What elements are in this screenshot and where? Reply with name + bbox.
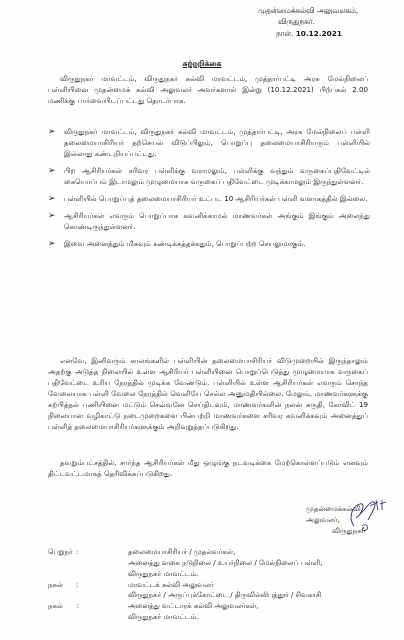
copy-lines: அனைத்து வட்டாரக் கல்வி அலுவலர்கள், விருதுநகர் மாவட்டம். [128,602,259,622]
copy-label: நகல் [48,580,63,589]
list-item-text: பள்ளியில் பொறுப்புத் தலைமையாசிரியர் உட்பட 10 ஆசிரியர்கள் பள்ளி வளாகத்தில் இல்லை. [64,193,368,203]
signature-block [306,504,396,537]
recipient-lines: தலைமையாசிரியர் / முதல்வர்கள், அனைத்து வகை நடுநிலை / உயர்நிலை / மேல்நிலைப் பள்ளி, விருதுநகர் மாவட்டம். [128,548,323,578]
list-item-text: விருதுநகர் மாவட்டம், விருதுநகர் கல்வி மாவட்டம், முத்தார்பட்டி, அரசு மேல்நிலைப் பள்ளி தலைமையாசிரியர் தற்செயல் விடுப்பிலும், பொறுப்பு தலைமையாசிரியரும் பள்ளியில் இல்லாது கண்டறியப்பட்டது. [64,127,370,158]
list-item [48,166,370,188]
body-paragraph: எனவே, இனிவரும் காலங்களில் பள்ளியின் தலைமையாசிரியர் விடுமுறையில் இருந்தாலும் அதற்கு அடுத்த நிலையில் உள்ள ஆசிரியர் பள்ளியினை பொறுப்பெடுத்து முழுமையாக வருகைப் பதிவேட்டை உரிய நேரத்தில் முடிக்க வேண்டும். பள்ளியில் உள்ள ஆசிரியர்கள் எவரும் சொந்த வேலையாக பள்ளி வேலை நேரத்தில் வெளியே செல்ல அனுமதியில்லை. மேலும், மாணவர்களுக்கு கற்பித்தல் பணியினை மட்டும் செவ்வனே செய்திடவும், மாணவர்களின் நலன் கருதி, கோவிட் 19 நிலையான வழிகாட்டு நடைமுறைகளை பின்பற்றி மாணவர்களை சரிவர கவனிக்கவும் அனைத்துப் பள்ளித் தலைமையாசிரியர்களுக்கும் அறிவுறுத்தப்படுகிறது. [48,356,368,431]
list-item-text: பிற ஆசிரியர்கள் சரிவர பள்ளிக்கு வராமலும், பள்ளிக்கு வந்தும் வருகைப்பதிவேட்டில் கையொப்பம் இடாமலும் முழுமையாக வருகைப் பதிவேட்டை முடிக்காமலும் இருந்துள்ளனர். [64,165,370,186]
distribution-row: நகல் : மாவட்டக் கல்வி அலுவலர் விருதுநகர் / அருப்புக்கோட்டை / திருவில்லிபுத்தூர் / சிவகாசி [48,580,398,602]
date-value: 10.12.2021 [295,28,342,38]
signatory-office: முதன்மைக்கல்வி அலுவலர், [306,504,361,524]
list-item-text: இவை அனைத்தும் மிகவும் கண்டிக்கத்தக்கதும், பொறுப்பற்ற செயலுமாகும். [64,238,306,248]
copy-label: நகல் [48,602,63,611]
arrow-bullet-icon: ➢ [48,127,56,137]
arrow-bullet-icon: ➢ [48,193,56,204]
copy-lines: மாவட்டக் கல்வி அலுவலர் விருதுநகர் / அருப்புக்கோட்டை / திருவில்லிபுத்தூர் / சிவகாசி [128,580,322,600]
list-item [48,239,370,250]
office-name: முதன்மைக்கல்வி அலுவலகம், [258,6,359,15]
date-line [258,28,398,39]
closing-paragraph: தவறும்பட்சத்தில், சார்ந்த ஆசிரியர்கள் மீது ஒழுங்கு நடவடிக்கை மேற்கொள்ளப்படும் எனவும் திட்டவட்டமாகத் தெரிவிக்கப்படுகிறது. [48,458,368,478]
list-item [48,194,370,205]
distribution-list [48,547,398,623]
distribution-row: நகல் : அனைத்து வட்டாரக் கல்வி அலுவலர்கள், விருதுநகர் மாவட்டம். [48,601,398,623]
arrow-bullet-icon: ➢ [48,210,56,221]
recipient-label: பெறுநர் [48,548,73,556]
intro-paragraph: விருதுநகர் மாவட்டம், விருதுநகர் கல்வி மாவட்டம், முத்தார்பட்டி அரசு மேல்நிலைப் பள்ளியினை முதன்மைக் கல்வி அலுவலர் அவர்களால் இன்று (10.12.2021) பிற்பகல் 2.00 மணிக்கு பார்வையிடப்பட்டது தொடர்பாக. [48,74,368,105]
list-item [48,127,370,160]
findings-list [48,127,370,253]
date-label: நாள். [276,28,294,38]
letterhead [258,5,398,39]
signatory-place: விருதுநகர் [332,525,366,535]
list-item-text: ஆசிரியர்கள் எவரும் பொறுப்பாக கவனிக்காமல் மாணவர்கள் அங்கும் இங்கும் அலைந்து கொண்டிருந்துள்ளனர். [64,210,370,231]
distribution-row: பெறுநர் : தலைமையாசிரியர் / முதல்வர்கள், அனைத்து வகை நடுநிலை / உயர்நிலை / மேல்நிலைப் பள்ளி, விருதுநகர் மாவட்டம். [48,547,398,580]
arrow-bullet-icon: ➢ [48,238,56,249]
list-item [48,211,370,233]
arrow-bullet-icon: ➢ [48,165,56,176]
page-title: சுற்றறிக்கை [182,59,222,68]
office-place: விருதுநகர். [278,17,315,27]
